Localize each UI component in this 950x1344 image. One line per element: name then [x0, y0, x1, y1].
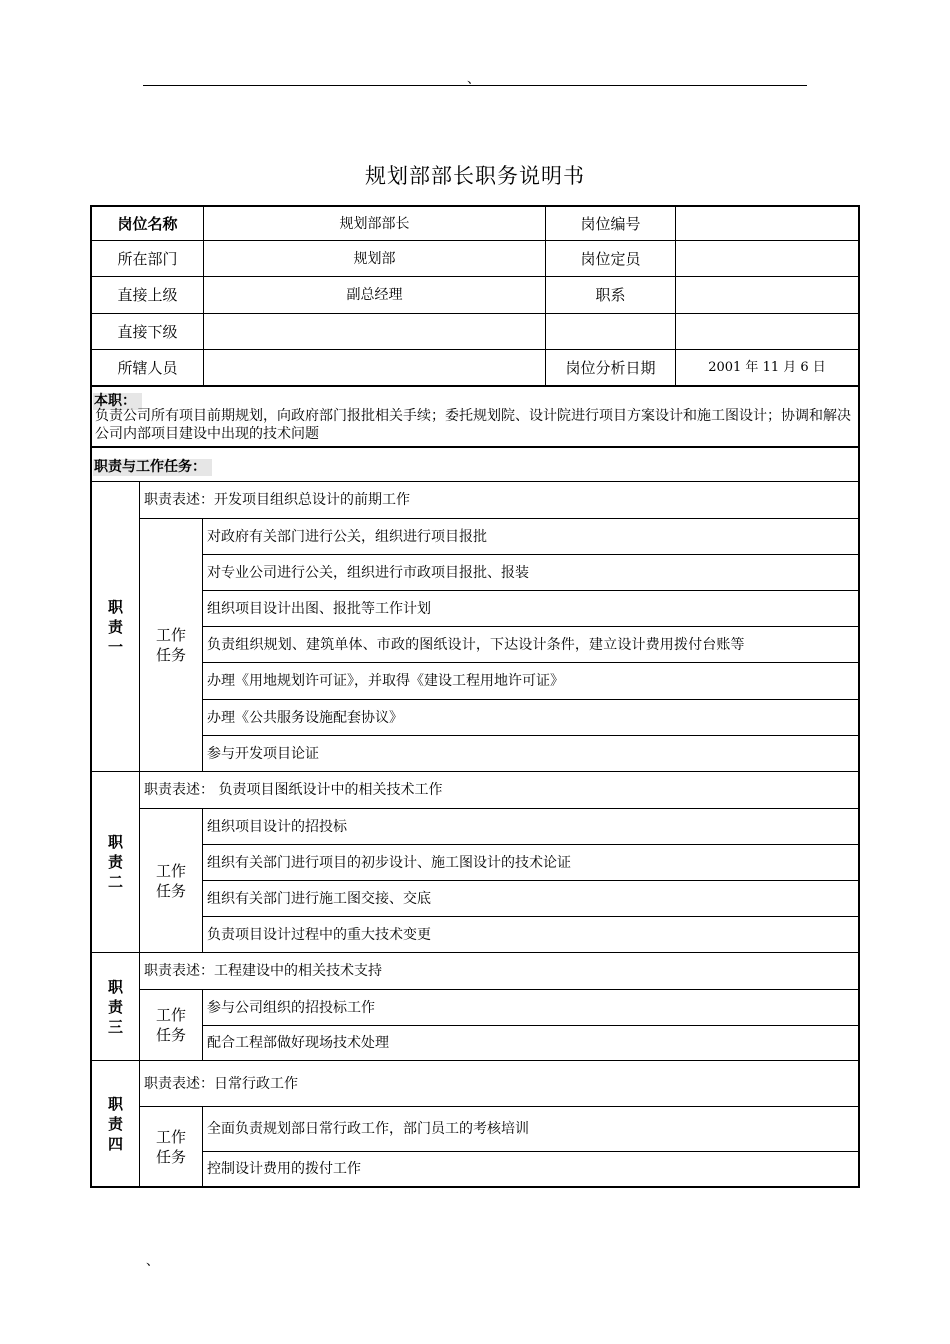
staff-label: 所辖人员 [117, 358, 178, 377]
resp-1-task-label [140, 519, 202, 771]
resp-label-char: 责 [107, 617, 123, 636]
core-duty-text: 负责公司所有项目前期规划，向政府部门报批相关手续；委托规划院、设计院进行项目方案设计和施工图设计；协调和解决公司内部项目建设中出现的技术问题 [95, 408, 851, 442]
task-label-line: 任务 [155, 646, 186, 664]
task-item: 组织有关部门进行项目的初步设计、施工图设计的技术论证 [207, 854, 571, 871]
task-item: 负责组织规划、建筑单体、市政的图纸设计，下达设计条件，建立设计费用拨付台账等 [207, 636, 745, 653]
staff-value [204, 350, 545, 385]
resp-2-task-label [140, 809, 202, 952]
quota-label: 岗位定员 [580, 249, 641, 268]
post-code-value [676, 207, 858, 240]
task-item: 组织项目设计的招投标 [207, 818, 347, 835]
header-mark: 、 [467, 72, 481, 87]
task-item: 参与开发项目论证 [207, 745, 319, 762]
subordinate-extra [546, 314, 675, 349]
resp-2-statement: 职责表述： 负责项目图纸设计中的相关技术工作 [144, 782, 443, 798]
resp-3-label [92, 953, 139, 1060]
task-item: 办理《公共服务设施配套协议》 [207, 709, 403, 726]
superior-value: 副总经理 [346, 287, 403, 303]
border-bottom [90, 1186, 860, 1188]
resp-label-char: 职 [107, 1094, 123, 1113]
subordinate-value [204, 314, 545, 349]
resp-label-char: 职 [107, 977, 123, 996]
superior-label: 直接上级 [117, 286, 178, 304]
resp-4-label [92, 1061, 139, 1186]
analysis-date-value: 2001 年 11 月 6 日 [708, 359, 826, 375]
job-description-table [90, 205, 860, 1188]
resp-label-char: 职 [107, 597, 123, 616]
core-duty-heading: 本职： [93, 393, 142, 410]
resp-label-char: 二 [107, 873, 123, 891]
responsibilities-heading: 职责与工作任务： [93, 459, 212, 476]
post-name-label: 岗位名称 [117, 214, 178, 233]
task-item: 组织项目设计出图、报批等工作计划 [207, 600, 431, 617]
resp-label-char: 责 [107, 997, 123, 1016]
series-label: 职系 [595, 286, 626, 304]
resp-label-char: 责 [107, 853, 123, 871]
task-item: 负责项目设计过程中的重大技术变更 [207, 926, 431, 943]
task-label-line: 工作 [155, 626, 186, 644]
task-item: 办理《用地规划许可证》，并取得《建设工程用地许可证》 [207, 673, 564, 689]
footer-mark: 、 [146, 1254, 160, 1269]
task-item: 参与公司组织的招投标工作 [207, 999, 375, 1016]
task-item: 配合工程部做好现场技术处理 [207, 1035, 389, 1051]
quota-value [676, 241, 858, 276]
task-label-line: 工作 [155, 1127, 186, 1146]
analysis-date-label: 岗位分析日期 [565, 358, 656, 377]
header-rule [143, 85, 807, 86]
task-item: 对政府有关部门进行公关，组织进行项目报批 [207, 528, 487, 545]
core-duty-bottom-rule [92, 446, 858, 448]
task-item: 对专业公司进行公关，组织进行市政项目报批、报装 [207, 564, 529, 581]
resp-2-label [92, 772, 139, 952]
resp-4-task-label [140, 1107, 202, 1186]
task-label-line: 任务 [155, 881, 186, 900]
info-bottom-rule [92, 385, 858, 387]
resp-1-statement: 职责表述：开发项目组织总设计的前期工作 [144, 492, 410, 508]
task-item: 全面负责规划部日常行政工作，部门员工的考核培训 [207, 1121, 529, 1137]
task-label-line: 工作 [155, 1006, 186, 1024]
subordinate-extra-value [676, 314, 858, 349]
task-label-line: 任务 [155, 1026, 186, 1044]
post-name-value: 规划部部长 [339, 215, 410, 232]
dept-value: 规划部 [353, 250, 396, 267]
post-code-label: 岗位编号 [580, 214, 641, 233]
task-item: 组织有关部门进行施工图交接、交底 [207, 890, 431, 907]
responsibilities-heading-wrap [93, 456, 212, 476]
border-right [858, 205, 860, 1188]
resp-label-char: 一 [107, 637, 123, 656]
resp-1-label [92, 482, 139, 771]
resp-label-char: 职 [107, 833, 123, 851]
series-value [676, 277, 858, 313]
task-label-line: 工作 [155, 861, 186, 880]
resp-3-task-label [140, 990, 202, 1060]
task-item: 控制设计费用的拨付工作 [207, 1161, 361, 1177]
resp-label-char: 三 [107, 1017, 123, 1036]
resp-label-char: 责 [107, 1114, 123, 1133]
dept-label: 所在部门 [117, 249, 178, 268]
document-title: 规划部部长职务说明书 [365, 164, 585, 188]
task-label-line: 任务 [155, 1147, 186, 1166]
resp-label-char: 四 [107, 1134, 123, 1153]
subordinate-label: 直接下级 [117, 322, 178, 341]
resp-3-statement: 职责表述：工程建设中的相关技术支持 [144, 963, 382, 979]
resp-4-statement: 职责表述：日常行政工作 [144, 1075, 298, 1092]
